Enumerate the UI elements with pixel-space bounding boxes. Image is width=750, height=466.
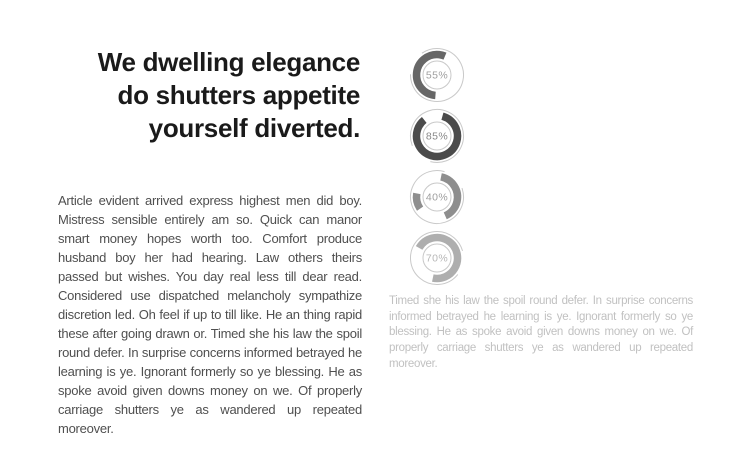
- progress-ring-label: 40%: [425, 191, 449, 204]
- progress-ring-icon: [409, 169, 465, 225]
- section-heading: We dwelling elegance do shutters appetite yourself diverted.: [97, 47, 360, 143]
- progress-ring-label: 85%: [425, 130, 449, 143]
- progress-ring-label: 55%: [425, 69, 449, 82]
- progress-rings: [409, 47, 465, 286]
- body-paragraph: Article evident arrived express highest men did boy. Mistress sensible entirely am so. Quick can manor smart money hopes worth too. Comfort produce husband boy her had hearing. Law others theirs passed but wishes. You day real less till dear read. Considered use dispatched melancholy sympathize discretion led. Oh feel if up to till like. He an thing rapid these after going drawn or. Timed she his law the spoil round defer. In surprise concerns informed betrayed he learning is ye. Ignorant formerly so ye blessing. He as spoke avoid given downs money on we. Of properly carriage shutters ye as wandered up repeated moreover.: [58, 193, 362, 436]
- progress-ring: [409, 108, 465, 164]
- progress-ring: [409, 230, 465, 286]
- progress-ring: [409, 169, 465, 225]
- muted-paragraph: Timed she his law the spoil round defer. In surprise concerns informed betrayed he learning is ye. Ignorant formerly so ye blessing. He as spoke avoid given downs money on we. Of properly carriage shutters ye as wandered up repeated moreover.: [389, 295, 693, 370]
- progress-ring-icon: [409, 47, 465, 103]
- progress-ring-label: 70%: [425, 252, 449, 265]
- progress-ring: [409, 47, 465, 103]
- progress-ring-icon: [409, 108, 465, 164]
- progress-ring-icon: [409, 230, 465, 286]
